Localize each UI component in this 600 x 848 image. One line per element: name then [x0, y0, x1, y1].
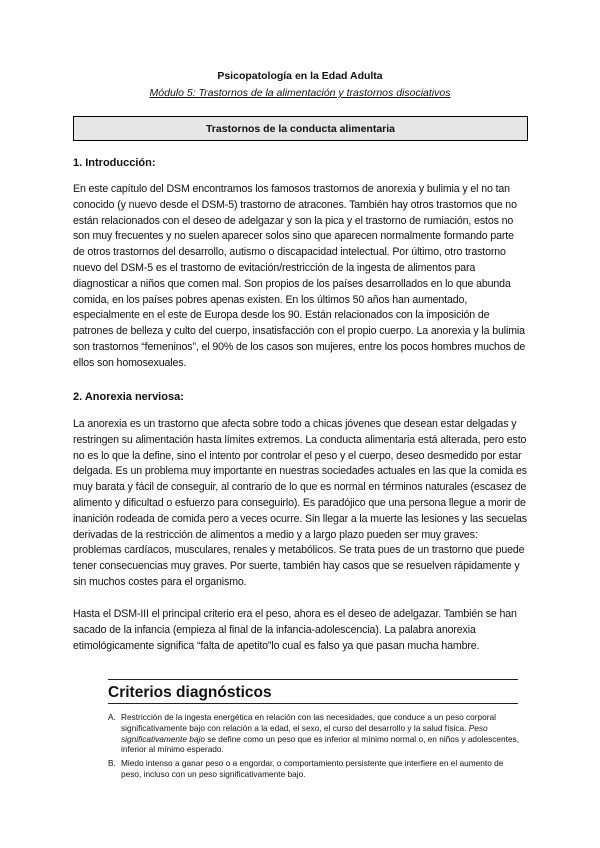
- criteria-top-rule: [108, 679, 518, 680]
- intro-paragraph: En este capítulo del DSM encontramos los famosos trastornos de anorexia y bulimia y el no tan conocido (y nuevo desde el DSM-5) trastorno de atracones. También hay otros trastornos que no están relacionados con el deseo de adelgazar y son la pica y el trastorno de rumiación, estos no son muy frecuentes y no suelen aparecer solos sino que aparecen normalmente formando parte de otros trastornos del desarrollo, autismo o discapacidad intelectual. Por último, otro trastorno nuevo del DSM-5 es el trastorno de evitación/restricción de la ingesta de alimentos para diagnosticar a niños que comen mal. Son propios de los países desarrollados en lo que abunda comida, en los países pobres apenas existen. En los últimos 50 años han aumentado, especialmente en el este de Europa desde los 90. Están relacionados con la imposición de patrones de belleza y culto del cuerpo, insatisfacción con el propio cuerpo. La anorexia y la bulimia son trastornos “femeninos”, el 90% de los casos son mujeres, entre los pocos hombres muchos de ellos son homosexuales.: [73, 183, 526, 369]
- criterion-b: [108, 758, 520, 780]
- anorexia-paragraph-1: La anorexia es un trastorno que afecta sobre todo a chicas jóvenes que desean estar delgadas y restringen su alimentación hasta límites extremos. La conducta alimentaria está alterada, pero esto no es lo que la define, sino el intento por controlar el peso y el cuerpo, deseo desmedido por estar delgada. Es un problema muy importante en nuestras sociedades actuales en las que la comida es muy barata y fácil de conseguir, al contrario de lo que es normal en términos naturales (escasez de alimento y dificultad o esfuerzo para conseguirlo). Es paradójico que una persona llegue a morir de inanición rodeada de comida pero a veces ocurre. Sin llegar a la muerte las lesiones y las secuelas derivadas de la restricción de alimentos a medio y a largo plazo pueden ser muy graves: problemas cardíacos, musculares, renales y metabólicos. Se trata pues de un trastorno que puede tener consecuencias muy graves. Por suerte, también hay casos que se resuelven rápidamente y sin muchos costes para el organismo.: [73, 418, 527, 588]
- intro-heading: 1. Introducción:: [73, 157, 156, 169]
- criterion-a: [108, 712, 520, 755]
- criterion-text: Restricción de la ingesta energética en relación con las necesidades, que conduce a un peso corporal significativamente bajo con relación a la edad, el sexo, el curso del desarrollo y la salud física. Peso significativamente bajo se define como un peso que es inferior al mínimo normal o, en niños y adolescentes, inferior al mínimo esperado.: [121, 712, 520, 755]
- criterion-text: Miedo intenso a ganar peso o a engordar, o comportamiento persistente que interfiere en el aumento de peso, incluso con un peso significativamente bajo.: [121, 758, 504, 779]
- module-subtitle: Módulo 5: Trastornos de la alimentación y trastornos disociativos: [149, 87, 451, 99]
- document-title: Psicopatología en la Edad Adulta: [217, 70, 383, 82]
- criterion-letter: A.: [108, 712, 116, 722]
- criterion-letter: B.: [108, 758, 116, 768]
- section-title-box: Trastornos de la conducta alimentaria: [73, 116, 528, 141]
- anorexia-paragraph-2: Hasta el DSM-III el principal criterio era el peso, ahora es el deseo de adelgazar. También se han sacado de la infancia (empieza al final de la infancia-adolescencia). La palabra anorexia etimológicamente significa “falta de apetito”lo cual es falso ya que pasan mucha hambre.: [73, 608, 517, 652]
- criteria-title: Criterios diagnósticos: [108, 684, 272, 701]
- criteria-bottom-rule: [108, 703, 518, 704]
- anorexia-heading: 2. Anorexia nerviosa:: [73, 391, 184, 403]
